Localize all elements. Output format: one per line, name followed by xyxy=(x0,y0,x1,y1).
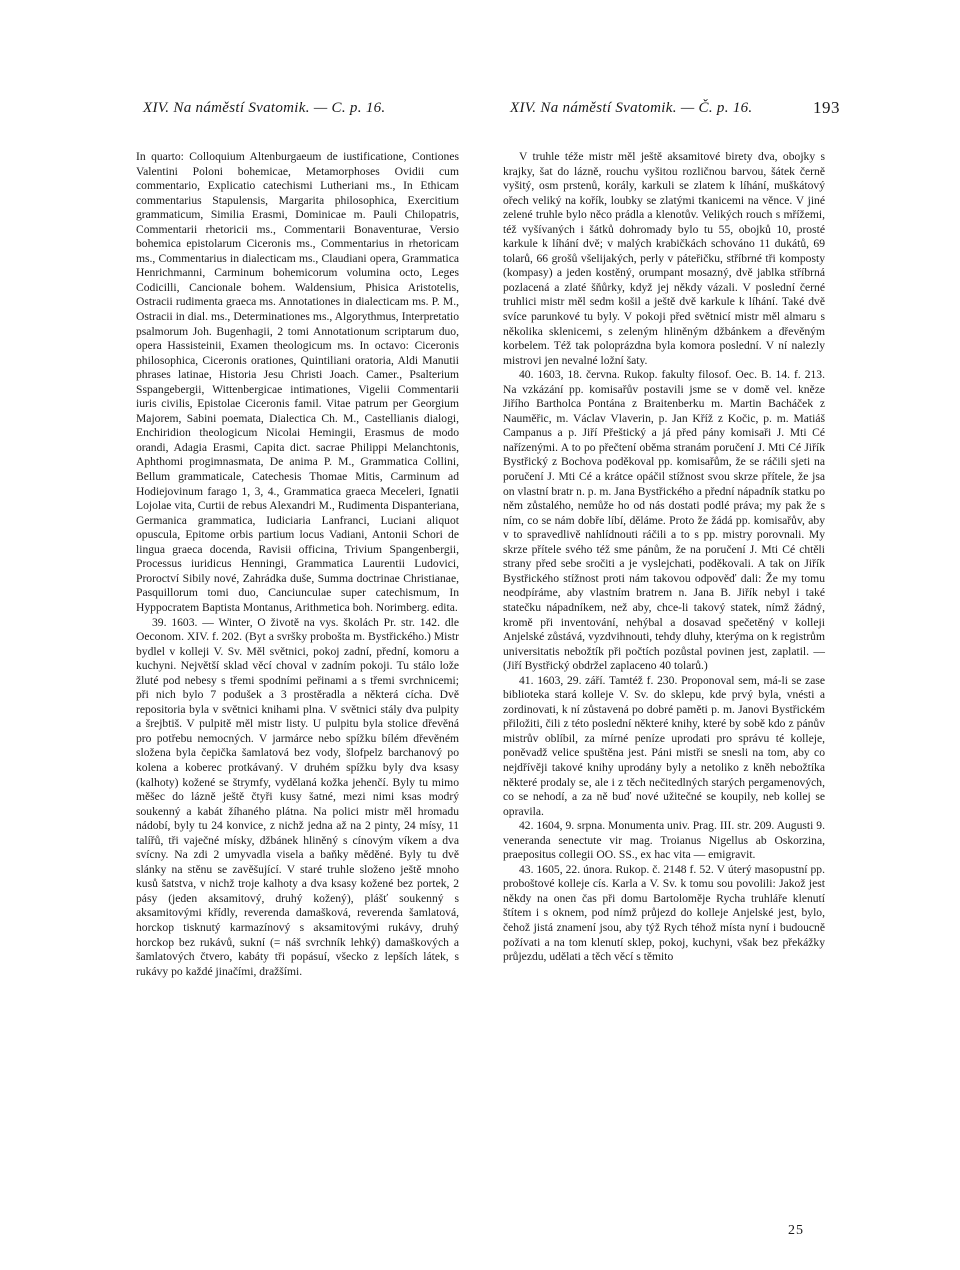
entry-40: 40. 1603, 18. června. Rukop. fakulty filosof. Oec. B. 14. f. 213. Na vzkázání pp. komisařův postavili jsme se v domě vel. kněze Jiřího Bartholca Pontána z Braitenberku m. Martin Bacháček z Nauměřic, m. Václav Vlaverin, p. Jan Kříž z Kočic, p. m. Matiáš Campanus a p. Jiří Přeštický a já před pány komisaři J. Mti Cé nařízenými. A to po přečtení oběma stranám poručení J. Mti Cé Jiřík Bystřický z Bochova poděkoval pp. komisařům, že se ráčili sjeti na poručení J. Mti Cé a krátce opáčil stížnost svou skrze přítele, že jsa on vlastní bratr n. p. m. Jana Bystřického a přední nápadník statku po něm zůstalého, nemůže ho od nás dostati podlé práva; my pak že s ním, co se nám dobře líbí, děláme. Proto že žádá pp. komisařův, aby v to spravedlivě nahlídnouti ráčili a to s pp. mistry porovnali. My skrze přítele svého též sme pánům, že na poručení J. Mti Cé chtěli strany před sebe sročiti a je vyslejchati, poděkovali. A tak on Jiřík Bystřického stížnost proti nám takovou odpověď dali: Že my tomu neodpíráme, aby vlastním bratrem n. Jana B. Jiřík nebyl i také statečku nápadníkem, než aby, chce-li takový statek, nímž žádný, kromě při inventování, nehýbal a dosavad spečetěný v kolleji Anjelské zůstává, vyzdvihnouti, tehdy dluhy, kterýma on k registrům universitatis nebožtík při počtích pozůstal povinen jest, zaplatil. — (Jiří Bystřický obdržel zaplaceno 40 tolarů.) xyxy=(503,368,825,673)
book-list-paragraph: In quarto: Colloquium Altenburgaeum de iustificatione, Contiones Valentini Poloni bohemicae, Metamorphoses Ovidii cum commentario, Explicatio catechismi Lutheriani ms., In Ethicam commentarius Stapulensis, Margarita philosophica, Exercitium grammaticum, Similia Erasmi, Dominicae m. Pauli Chilopatris, Commentarii rhetoricii ms., Commentarii Bonaventurae, Versio bohemica epistolarum Ciceronis ms., Commentarius in rhetoricam ms., Commentarius in dialecticam ms., Claudiani opera, Grammatica Henrichmanni, Carminum bohemicorum volumina octo, Leges Codicilli, Cancionale bohem. Waldensium, Phisica Aristotelis, Ostracii rudimenta graeca ms. Annotationes in dialecticam ms. P. M., Ostracii in dial. ms., Determinationes ms., Algorythmus, Interpretatio psalmorum Joh. Bugenhagii, 2 tomi Annotationum scriptarum duo, opera Hassisteinii, Examen theologicum ms. In octavo: Ciceronis philosophica, Ciceronis orationes, Quintiliani oratoria, Aldi Manutii phrases latinae, Historia Jesu Christi Joach. Camer., Psalterium Sspangebergii, Wittenbergicae intimationes, Vigelii Commentarii iuris civilis, Epistolae Ciceronis famil. Vitae patrum per Georgium Majorem, Sabini poemata, Dialectica Ch. M., Castellianis dialogi, Enchiridion theologicum Nicolai Hemingii, Erasmus de modo orandi, Adagia Erasmi, Capita dict. sacrae Philippi Melanchtonis, Aphthomi progimnasmata, De anima P. M., Grammatica Collini, Bellum grammaticale, Catechesis Thomae Mitis, Carminum ad Hodiejovinum farago 1, 3, 4., Grammatica graeca Meceleri, Ignatii Lojolae vita, Curtii de rebus Alexandri M., Rudimenta Dispanteriana, Germanica grammatica, Iudiciaria Lanfranci, Luciani aliquot opuscula, Epitome orbis partium locus Vadiani, Antonii Schori de lingua graeca docenda, Ravisii officina, Trivium Spangenbergii, Processus iuridicus Henningi, Grammatica Laurentii Ludovici, Proroctví Sibily nové, Zahrádka duše, Summa doctrinae Christianae, Pasquillorum tomi duo, Canciunculae super catechismum, In Hyppocratem Baptista Montanus, Arithmetica boh. Norimberg. edita. xyxy=(136,150,459,614)
entry-41: 41. 1603, 29. září. Tamtéž f. 230. Proponoval sem, má-li se zase biblioteka stará kolleje V. Sv. do sklepu, kde prvý byla, vnésti a zordinovati, k ní zůstavená po dobré paměti p. m. Janovi Bystřickém přiložiti, čili z této poslední některé knihy, které by sobě kdo z pánův mistrův oblíbil, za mírné peníze uprodati pro správu té kolleje, poněvadž velice spuštěna jest. Páni mistři se snesli na tom, aby co nejdřívěji takové knihy uprodány byly a netoliko z kněh nebožtíka některé prodaly se, ale i z těch nečitedlných starých pergamenových, co se nehodí, a za ně buď nové užitečné se koupily, neb kollej se opravila. xyxy=(503,673,825,818)
entry-42: 42. 1604, 9. srpna. Monumenta univ. Prag. III. str. 209. Augusti 9. veneranda senectute vir mag. Troianus Nigellus ab Oskorzina, praepositus collegii OO. SS., ex hac vita — emigravit. xyxy=(503,819,825,862)
running-head-left: XIV. Na náměstí Svatomik. — C. p. 16. xyxy=(143,100,386,116)
left-column xyxy=(136,150,459,979)
entry-39: 39. 1603. — Winter, O životě na vys. školách Pr. str. 142. dle Oeconom. XIV. f. 202. (Byt a svršky probošta m. Bystřického.) Mistr bydlel v kolleji V. Sv. Měl světnici, pokoj zadní, přední, komoru a kuchyni. Největší sklad věcí choval v zadním pokoji. Tu stálo lože žluté pod nebesy s třemi spodními peřinami a s třemi svrchnicemi; při nich bylo 7 podušek a 3 prostěradla a některá cícha. Dvě repositoria byla v světnici knihami plna. V světnici stály dva pulpity a šrejbtiš. V pulpitě měl mistr listy. U pulpitu byla stolice dřevěná pro potřebu nemocných. V jarmárce nebo spížku bílém dřevěném složena byla čepička šamlatová bez vody, šlofpelz barchanový po kolena a koberec protkávaný. V druhém spížku byly dva ksasy (kalhoty) kožené se štrymfy, vydělaná kožka jehenčí. Byly tu mimo měšec do lázně ještě čtyři kusy šatné, mezi nimi ksas modrý soukenný a kabát žíhaného plátna. Na polici mistr měl hromadu nádobí, byly tu 24 konvice, z nichž jedna až na 2 pinty, 24 mísy, 11 talířů, tři vaječné mísky, džbánek hliněný s cínovým víkem a dva svícny. Na zdi 2 umyvadla visela a baňky měděné. Byly tu dvě slánky na stěnu se zavěšující. V staré truhle složeno ještě mnoho kusů šatstva, v nichž troje kalhoty a dva ksasy kožené bez portek, 2 pásy (jeden aksamitový, druhý kožený), plášť soukenný s aksamitovými křídly, reverenda damašková, reverenda šamlatová, horckop tisknutý karmazínový s aksamitovými rukávy, druhý horckop bez rukávů, sukní (= náš svrchník lehký) damaškových a šamlatových čtvero, kabáty tři popásuí, všecko z lepších látek, s rukávy po každé jinačími, dražšími. xyxy=(136,615,459,978)
continuation-paragraph: V truhle téže mistr měl ještě aksamitové birety dva, obojky s krajky, šat do lázně, rouchu vyšitou rozličnou barvou, šátek černě vyšitý, osm prstenů, korály, karkuli se zlatem k líhání, muškátový ořech veliký na kořík, loubky se zlatými tkanicemi na věnce. V jiné zelené truhle bylo něco prádla a klenotův. Velikých rouch s mřížemi, též vyšívaných i šátků dohromady bylo tu 55, obojků 10, prosté karkule k líhání dvě; v malých krabičkách schováno 11 dukátů, 69 tolarů, 66 grošů všelijakých, perly v páteřičku, stříbrné tři komposty (kompasy) a jeden kostěný, orumpant mosazný, dvě jablka stříbrná pozlacená a zlaté šňůrky, když jej někdy vázali. V poslední černé truhlici mistr měl sedm košil a ještě dvě karkule k líhání. Také dvě svíce parunkové tu byly. V pokoji před světnicí mistr měl almaru s několika sklenicemi, s zeleným hliněným džbánkem a dřevěným korbelem. Též tak poloprázdna byla komora poslední. V ní nalezly mistrovi jen nevalné ložní šaty. xyxy=(503,150,825,367)
signature-mark: 25 xyxy=(788,1223,804,1238)
page-number: 193 xyxy=(813,98,840,117)
running-head-right: XIV. Na náměstí Svatomik. — Č. p. 16. xyxy=(510,100,753,116)
entry-43: 43. 1605, 22. února. Rukop. č. 2148 f. 52. V úterý masopustní pp. proboštové kolleje cís. Karla a V. Sv. k tomu sou povolili: Jakož jest někdy na onen čas při domu Bartoloměje Rycha truhláře klenutí štítem i s oknem, pod nímž průjezd do kolleje Anjelské jest, bylo, čehož jistá znamení jsou, aby týž Rych téhož místa nyní i budoucně požívati a na tom klenutí sklep, pokoj, kuchyni, však bez překážky průjezdu, udělati a těch věcí s těmito xyxy=(503,862,825,964)
right-column xyxy=(503,150,825,965)
